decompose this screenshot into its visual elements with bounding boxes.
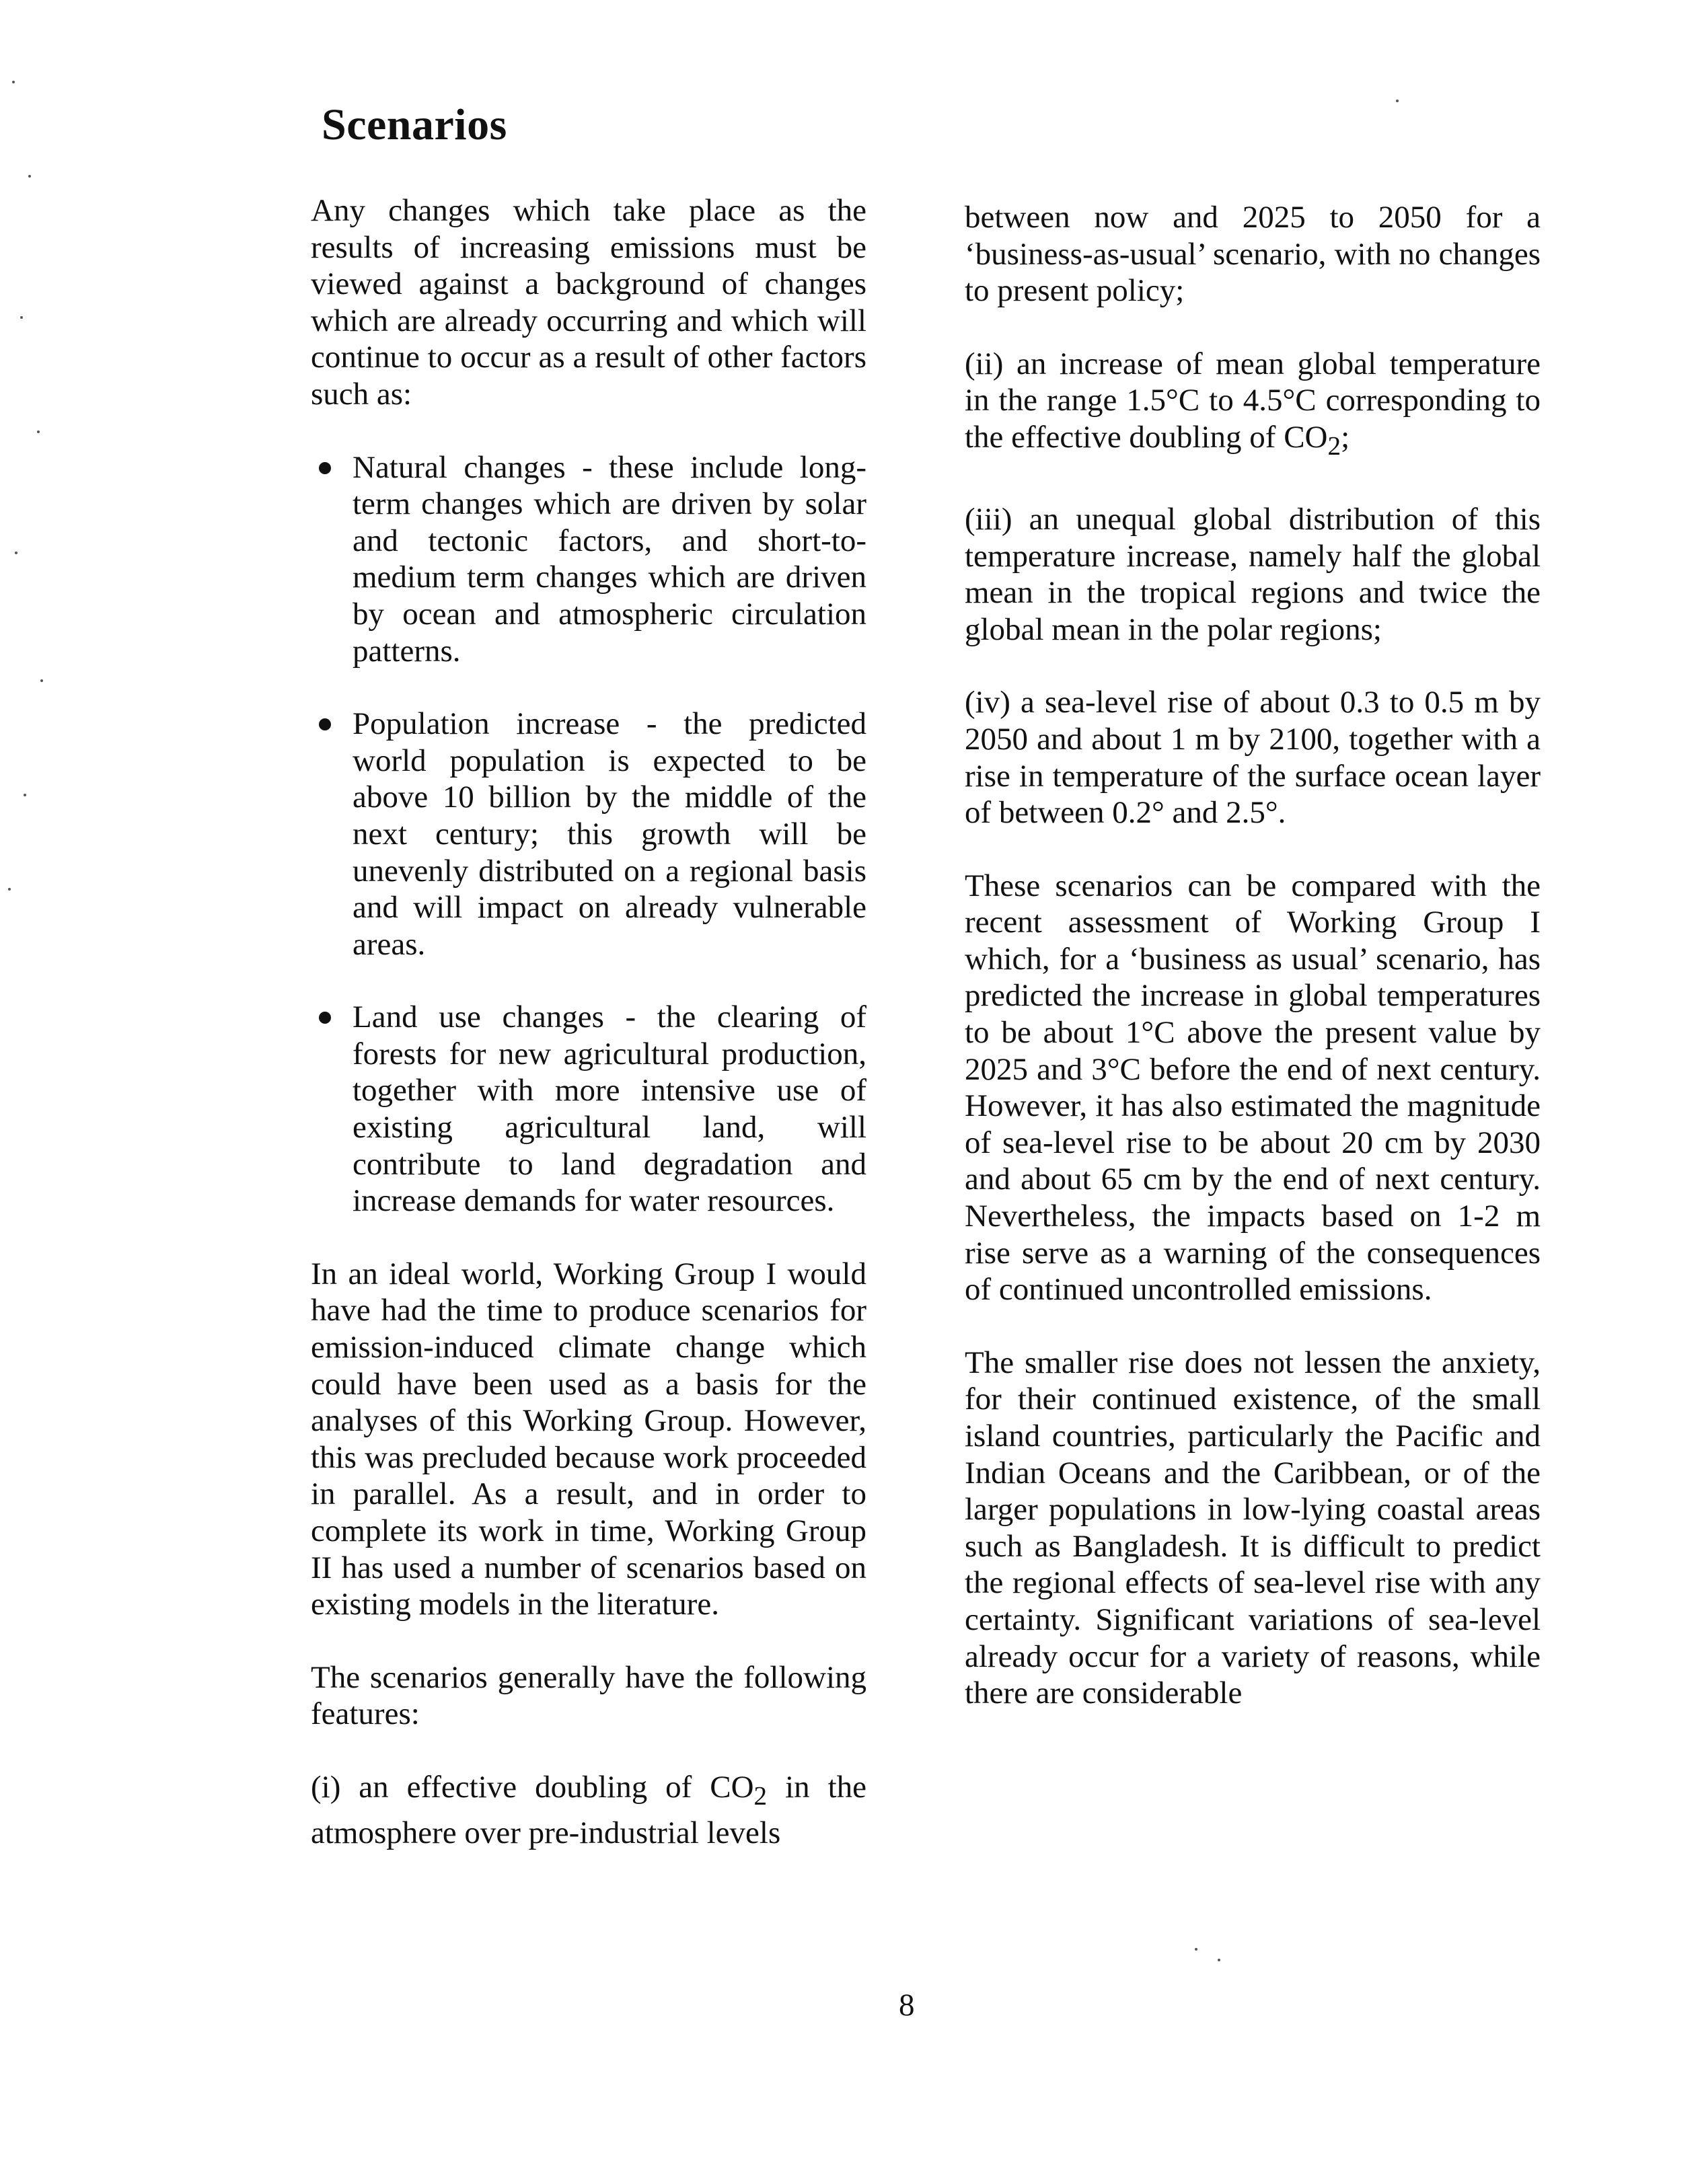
scan-speck	[24, 794, 26, 796]
page-title: Scenarios	[322, 100, 507, 149]
subscript-2: 2	[753, 1781, 768, 1811]
scan-speck	[20, 316, 23, 319]
page-number: 8	[899, 1988, 915, 2023]
left-column	[311, 192, 866, 1888]
feature-item-iv: (iv) a sea-level rise of about 0.3 to 0.5 m by 2050 and about 1 m by 2100, together with a rise in temperature of the surface ocean layer of between 0.2° and 2.5°.	[965, 685, 1541, 831]
scan-speck	[37, 430, 40, 433]
features-intro-paragraph: The scenarios generally have the following features:	[311, 1659, 866, 1732]
bullet-icon	[319, 718, 331, 730]
comparison-paragraph: These scenarios can be compared with the recent assessment of Working Group I which, for a ‘business as usual’ scenario, has predicted the increase in global temperatures to be about 1°C above the present value by 2025 and 3°C before the end of next century. However, it has also estimated the magnitude of sea-level rise to be about 20 cm by 2030 and about 65 cm by the end of next century. Nevertheless, the impacts based on 1-2 m rise serve as a warning of the consequences of continued uncontrolled emissions.	[965, 868, 1541, 1308]
bullet-icon	[319, 462, 331, 474]
scan-speck	[40, 679, 43, 682]
feature-item-i-continued: between now and 2025 to 2050 for a ‘business-as-usual’ scenario, with no changes to present policy;	[965, 200, 1541, 309]
subscript-2: 2	[1327, 431, 1341, 461]
intro-paragraph: Any changes which take place as the results of increasing emissions must be viewed against a background of changes which are already occurring and which will continue to occur as a result of other factors such as:	[311, 193, 866, 412]
scan-speck	[12, 81, 15, 83]
feature-item-ii-text: (ii) an increase of mean global temperature in the range 1.5°C to 4.5°C corresponding to the effective doubling of CO	[965, 346, 1541, 455]
factor-list	[311, 449, 866, 1219]
scan-speck	[28, 175, 31, 178]
feature-item-i-text: (i) an effective doubling of CO	[311, 1769, 754, 1805]
feature-item-iii: (iii) an unequal global distribution of this temperature increase, namely half the global mean in the tropical regions and twice the global mean in the polar regions;	[965, 501, 1541, 647]
scan-speck	[15, 552, 17, 554]
feature-item-i	[311, 1769, 866, 1852]
scan-speck	[1396, 100, 1399, 102]
feature-item-i-text-end: in the atmosphere over pre-industrial levels	[311, 1769, 866, 1850]
scan-speck	[8, 888, 11, 891]
bullet-text: Natural changes - these include long-term changes which are driven by solar and tectonic factors, and short-to-medium term changes which are driven by ocean and atmospheric circulation patterns.	[353, 449, 866, 669]
list-item-population-increase	[311, 706, 866, 963]
right-column	[965, 199, 1541, 1748]
smaller-rise-paragraph: The smaller rise does not lessen the anxiety, for their continued existence, of the small island countries, particularly the Pacific and Indian Oceans and the Caribbean, or of the larger populations in low-lying coastal areas such as Bangladesh. It is difficult to predict the regional effects of sea-level rise with any certainty. Significant variations of sea-level already occur for a variety of reasons, while there are considerable	[965, 1345, 1541, 1711]
feature-item-ii-text-end: ;	[1341, 419, 1350, 455]
scan-speck	[1218, 1959, 1220, 1961]
feature-item-ii	[965, 346, 1541, 465]
bullet-icon	[319, 1012, 331, 1024]
ideal-world-paragraph: In an ideal world, Working Group I would have had the time to produce scenarios for emission-induced climate change which could have been used as a basis for the analyses of this Working Group. However, this was precluded because work proceeded in parallel. As a result, and in order to complete its work in time, Working Group II has used a number of scenarios based on existing models in the literature.	[311, 1256, 866, 1622]
bullet-text: Population increase - the predicted world population is expected to be above 10 billion by the middle of the next century; this growth will be unevenly distributed on a regional basis and will impact on already vulnerable areas.	[353, 706, 866, 962]
list-item-land-use-changes	[311, 999, 866, 1219]
scan-speck	[1195, 1948, 1197, 1951]
bullet-text: Land use changes - the clearing of forests for new agricultural production, together with more intensive use of existing agricultural land, will contribute to land degradation and increase demands for water resources.	[353, 1000, 866, 1219]
list-item-natural-changes	[311, 449, 866, 670]
